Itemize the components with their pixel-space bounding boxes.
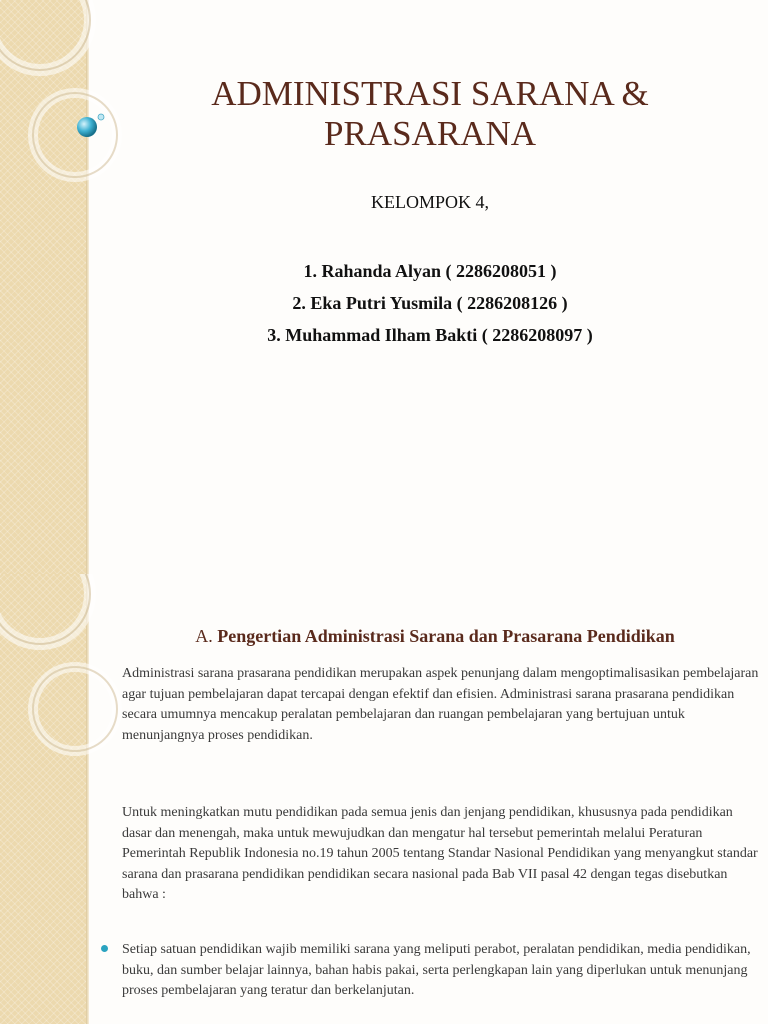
heading-text: Pengertian Administrasi Sarana dan Prasarana Pendidikan	[217, 626, 675, 646]
member-item: 2. Eka Putri Yusmila ( 2286208126 )	[292, 293, 568, 313]
bullet-dot-icon	[101, 945, 108, 952]
section-heading	[110, 626, 760, 647]
blue-bead-icon	[77, 117, 97, 137]
title-line-1: ADMINISTRASI SARANA &	[211, 74, 649, 113]
slide-title	[120, 74, 740, 154]
member-item: 1. Rahanda Alyan ( 2286208051 )	[303, 261, 557, 281]
paragraph-2: Untuk meningkatkan mutu pendidikan pada semua jenis dan jenjang pendidikan, khususnya pada pendidikan dasar dan menengah, maka untuk mewujudkan dan mengatur hal tersebut pemerintah melalui Peraturan Pemerintah Republik Indonesia no.19 tahun 2005 tentang Standar Nasional Pendidikan yang menyangkut standar sarana dan prasarana pendidikan pendidikan secara nasional pada Bab VII pasal 42 dengan tegas disebutkan bahwa :	[122, 805, 758, 902]
group-label: KELOMPOK 4,	[370, 192, 489, 212]
decorative-rings-icon	[0, 574, 140, 774]
decorative-rings-icon	[0, 0, 140, 230]
title-line-2: PRASARANA	[324, 114, 536, 153]
paragraph-1: Administrasi sarana prasarana pendidikan merupakan aspek penunjang dalam mengoptimalisasikan pembelajaran agar tujuan pembelajaran dapat tercapai dengan efektif dan efisien. Administrasi sarana prasarana pendidikan secara umumnya mencakup peralatan pembelajaran dan ruangan pembelajaran yang bertujuan untuk menunjangnya proses pendidikan.	[122, 666, 759, 743]
heading-prefix: A.	[195, 626, 213, 646]
member-item: 3. Muhammad Ilham Bakti ( 2286208097 )	[267, 325, 593, 345]
bullet-item	[122, 940, 762, 1002]
member-list	[120, 255, 740, 351]
bullet-text: Setiap satuan pendidikan wajib memiliki sarana yang meliputi perabot, peralatan pendidikan, media pendidikan, buku, dan sumber belajar lainnya, bahan habis pakai, serta perlengkapan lain yang diperlukan untuk menunjang proses pembelajaran yang teratur dan berkelanjutan.	[122, 942, 751, 998]
slide-2	[0, 574, 768, 1024]
